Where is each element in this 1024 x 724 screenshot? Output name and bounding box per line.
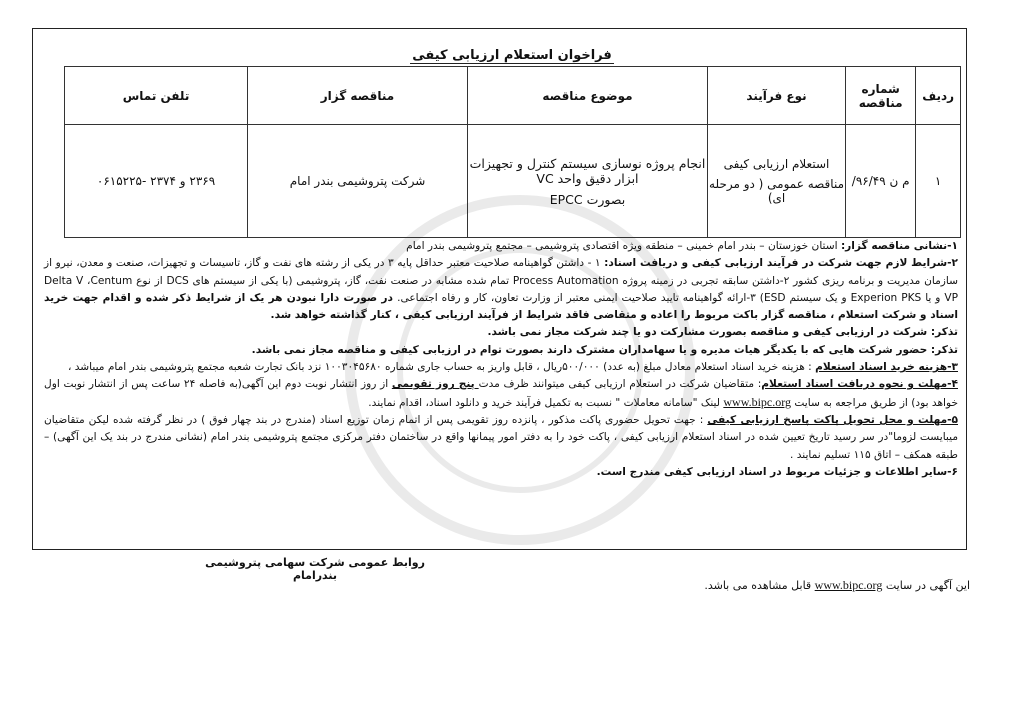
cell-subject (467, 125, 707, 238)
footer-note (640, 578, 970, 593)
cell-process (708, 125, 846, 238)
section-5-label: ۵-مهلت و محل تحویل پاکت پاسخ ارزیابی کیفی (707, 413, 958, 426)
section-1-label: ۱-نشانی مناقصه گزار: (840, 240, 958, 252)
section-2-label: ۲-شرایط لازم جهت شرکت در فرآیند ارزیابی کیفی و دریافت اسناد: (604, 257, 959, 270)
subject-line-2: بصورت EPCC (549, 191, 626, 207)
cell-phone: ۲۳۶۹ و ۲۳۷۴ -۰۶۱۵۲۲۵ (65, 125, 248, 238)
section-5 (44, 412, 958, 464)
cell-tenderer: شرکت پتروشیمی بندر امام (248, 125, 468, 238)
header-row-no: ردیف (916, 67, 961, 125)
section-4-text-b: از روز انتشار نوبت دوم این آگهی(به فاصله ۲۴ ساعت پس از انتشار نوبت اول خواهد بود) از طریق مراجعه به سایت (44, 378, 958, 409)
section-2-bold-text: در صورت دارا نبودن هر یک از شرایط ذکر شده و اقدام جهت خرید اسناد و شرکت استعلام ، مناقصه گزار باکت مربوط را اعاده و متقاضی فاقد شرایط از فرآیند ارزیابی کیفی ، کنار گذاشته خواهد شد. (44, 291, 958, 322)
section-2 (44, 255, 958, 324)
footer-link[interactable]: www.bipc.org (814, 578, 883, 592)
note-2: تذکر: حضور شرکت هایی که با یکدیگر هیات مدیره و یا سهامداران مشترک دارند بصورت توام در ارزیابی کیفی و مناقصه مجاز نمی باشد. (251, 343, 958, 356)
section-1-text: استان خوزستان – بندر امام خمینی – منطقه ویژه اقتصادی پتروشیمی – مجتمع پتروشیمی بندر امام (406, 240, 841, 252)
section-4-text-a: : متقاضیان شرکت در استعلام ارزیابی کیفی میتوانند ظرف مدت (478, 378, 762, 391)
cell-row-no: ۱ (916, 125, 961, 238)
process-line-2: مناقصه عمومی ( دو مرحله ای) (709, 177, 844, 205)
header-process: نوع فرآیند (708, 67, 846, 125)
header-phone: تلفن تماس (65, 67, 248, 125)
section-4 (44, 376, 958, 412)
table-header-row (65, 67, 961, 125)
signature: روابط عمومی شرکت سهامی پتروشیمی بندرامام (205, 556, 425, 582)
section-3-label: ۳-هزینه خرید اسناد استعلام (815, 361, 958, 374)
table-row (65, 125, 961, 238)
section-3 (44, 359, 958, 376)
cell-tender-no: م ن ۹۶/۴۹/ (846, 125, 916, 238)
section-6: ۶-سایر اطلاعات و جزئیات مربوط در اسناد ارزیابی کیفی مندرج است. (596, 465, 958, 478)
announcement-body (44, 238, 958, 481)
header-tenderer: مناقصه گزار (248, 67, 468, 125)
header-subject: موضوع مناقصه (467, 67, 707, 125)
tender-table (64, 66, 961, 238)
page-title: فراخوان استعلام ارزیابی کیفی (412, 48, 612, 63)
section-4-text-c: لینک "سامانه معاملات " نسبت به تکمیل فرآیند خرید و دانلود اسناد، اقدام نمایند. (368, 396, 724, 409)
process-line-1: استعلام ارزیابی کیفی (723, 157, 830, 171)
footer-prefix: این آگهی در سایت (882, 579, 970, 592)
section-1 (44, 238, 958, 255)
subject-line-1: انجام پروژه نوسازی سیستم کنترل و تجهیزات ابزار دقیق واحد VC (469, 155, 706, 186)
bipc-link[interactable]: www.bipc.org (723, 394, 792, 409)
section-3-text: : هزینه خرید اسناد استعلام معادل مبلغ (به عدد) ۵۰۰/۰۰۰ریال ، قابل واریز به حساب جاری شماره ۱۰۰۳۰۴۵۶۸۰ نزد بانک تجارت شعبه مجتمع پتروشیمی بندر امام میباشد ، (67, 361, 816, 374)
section-2-text: ۱ - داشتن گواهینامه صلاحیت معتبر حداقل پایه ۳ در یکی از رشته های نفت و گاز، تاسیسات و تجهیزات، صنعت و معدن، نیرو از سازمان مدیریت و برنامه ریزی کشور ۲-داشتن سابقه تجربی در زمینه پروژه Process Automation تمام شده مشابه در صنعت نفت، گاز، پتروشیمی (با یکی از سیستم های DCS از نوع Delta V ،Centum VP و یا Experion PKS و یک سیستم ESD) ۳-ارائه گواهینامه تایید صلاحیت ایمنی معتبر از وزارت تعاون، کار و رفاه اجتماعی. (44, 257, 959, 304)
note-1: تذکر: شرکت در ارزیابی کیفی و مناقصه بصورت مشارکت دو یا چند شرکت مجاز نمی باشد. (487, 326, 958, 339)
section-4-bold: پنج روز تقویمی (391, 378, 479, 391)
footer-suffix: قابل مشاهده می باشد. (704, 579, 815, 592)
header-tender-no: شماره مناقصه (846, 67, 916, 125)
section-5-text: : جهت تحویل حضوری پاکت مذکور ، پانزده روز تقویمی پس از اتمام زمان توزیع اسناد (مندرج در بند چهار فوق ) در نظر گرفته شده لیکن متقاضیان میبایست لزوما"در سر رسید تاریخ تعیین شده در اسناد استعلام ارزیابی کیفی ، پاکت خود را به دفتر امور پیمانها واقع در ساختمان دفتر مرکزی مجتمع پتروشیمی بندر امام (نشانی مندرج در بند یک این آگهی) –طبقه همکف – اتاق ۱۱۵ تسلیم نمایند . (44, 413, 958, 461)
section-4-label: ۴-مهلت و نحوه دریافت اسناد استعلام (761, 378, 958, 391)
